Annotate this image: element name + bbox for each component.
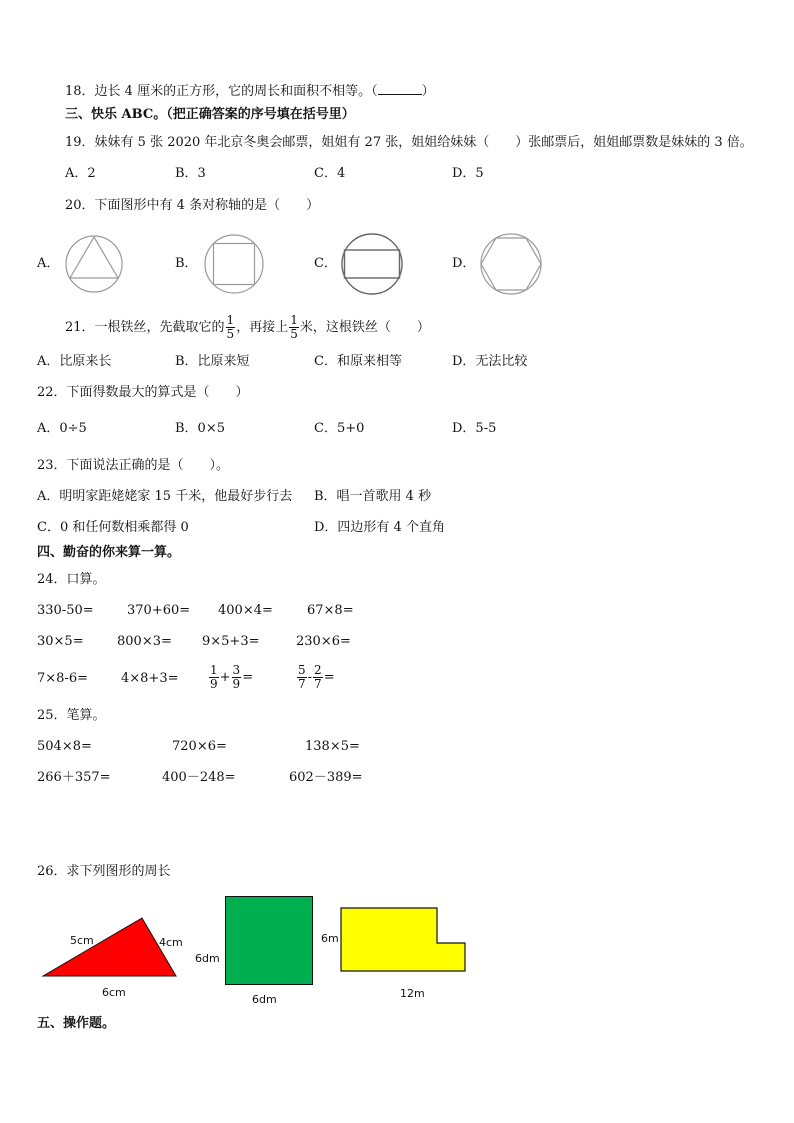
fraction-calc: $\frac{5}{7}$ - $\frac{2}{7}$ = <box>298 663 335 691</box>
mental-calc: 4×8+3= <box>121 671 179 686</box>
mental-calc: 9×5+3= <box>202 634 260 649</box>
option-a[interactable]: A．比原来长 <box>37 354 112 369</box>
triangle-right-side-label: 4cm <box>159 936 183 949</box>
option-a[interactable]: A．0÷5 <box>37 421 87 436</box>
question-22: 22．下面得数最大的算式是（ ） <box>37 385 249 400</box>
mental-calc: 230×6= <box>296 634 351 649</box>
circle-with-square-icon <box>203 233 265 295</box>
fraction: $\frac{1}{5}$ <box>290 313 298 341</box>
option-d[interactable]: D．5 <box>452 166 484 181</box>
option-b[interactable]: B．唱一首歌用 4 秒 <box>314 489 432 504</box>
option-a[interactable]: A．2 <box>65 166 96 181</box>
question-18: 18．边长 4 厘米的正方形，它的周长和面积不相等。（ ） <box>65 84 435 99</box>
written-calc: 602－389= <box>289 770 363 785</box>
option-c[interactable]: C．4 <box>314 166 346 181</box>
question-25-title: 25．笔算。 <box>37 708 106 723</box>
option-d[interactable]: D．5-5 <box>452 421 497 436</box>
option-a[interactable]: A． <box>37 256 60 271</box>
circle-with-triangle-icon <box>64 234 124 294</box>
mental-calc: 400×4= <box>218 603 273 618</box>
question-24-title: 24．口算。 <box>37 572 106 587</box>
mental-calc: 67×8= <box>307 603 354 618</box>
circle-with-rectangle-icon <box>340 232 404 296</box>
fraction: $\frac{1}{5}$ <box>226 313 235 341</box>
written-calc: 400－248= <box>162 770 236 785</box>
l-shape-bottom-label: 12m <box>400 987 425 1000</box>
option-b[interactable]: B．3 <box>175 166 206 181</box>
green-square <box>225 896 313 985</box>
option-b[interactable]: B．比原来短 <box>175 354 250 369</box>
option-c[interactable]: C．5+0 <box>314 421 365 436</box>
written-calc: 720×6= <box>172 739 227 754</box>
section-3-title: 三、快乐 ABC。（把正确答案的序号填在括号里） <box>65 107 355 122</box>
option-c[interactable]: C．和原来相等 <box>314 354 402 369</box>
circle-with-hexagon-icon <box>479 232 543 296</box>
question-19: 19．妹妹有 5 张 2020 年北京冬奥会邮票，姐姐有 27 张，姐姐给妹妹（ ）张邮票后，姐姐邮票数是妹妹的 3 倍。 <box>65 135 753 150</box>
question-23: 23．下面说法正确的是（ ）。 <box>37 458 230 473</box>
l-shape-height-label: 6m <box>321 932 339 945</box>
answer-blank[interactable] <box>378 82 422 95</box>
option-d[interactable]: D．无法比较 <box>452 354 528 369</box>
option-c[interactable]: C． <box>314 256 337 271</box>
question-26-title: 26．求下列图形的周长 <box>37 864 171 879</box>
option-b[interactable]: B． <box>175 256 198 271</box>
written-calc: 138×5= <box>305 739 360 754</box>
option-b[interactable]: B．0×5 <box>175 421 225 436</box>
option-a[interactable]: A．明明家距姥姥家 15 千米，他最好步行去 <box>37 489 293 504</box>
question-21: 21．一根铁丝，先截取它的 $\frac{1}{5}$ ，再接上 $\frac{1}{5}$ 米，这根铁丝（ ） <box>65 313 430 341</box>
mental-calc: 800×3= <box>117 634 172 649</box>
option-d[interactable]: D． <box>452 256 476 271</box>
mental-calc: 30×5= <box>37 634 84 649</box>
option-d[interactable]: D．四边形有 4 个直角 <box>314 520 445 535</box>
square-side-label: 6dm <box>195 952 220 965</box>
option-c[interactable]: C．0 和任何数相乘都得 0 <box>37 520 189 535</box>
yellow-l-shape <box>339 906 469 974</box>
fraction-calc: $\frac{1}{9}$ + $\frac{3}{9}$ = <box>210 663 254 691</box>
written-calc: 504×8= <box>37 739 92 754</box>
mental-calc: 370+60= <box>127 603 191 618</box>
written-calc: 266＋357= <box>37 770 111 785</box>
square-bottom-label: 6dm <box>252 993 277 1006</box>
mental-calc: 330-50= <box>37 603 94 618</box>
triangle-left-side-label: 5cm <box>70 934 94 947</box>
section-4-title: 四、勤奋的你来算一算。 <box>37 545 181 560</box>
triangle-bottom-label: 6cm <box>102 986 126 999</box>
question-20: 20．下面图形中有 4 条对称轴的是（ ） <box>65 198 320 213</box>
mental-calc: 7×8-6= <box>37 671 88 686</box>
section-5-title: 五、操作题。 <box>37 1016 116 1031</box>
